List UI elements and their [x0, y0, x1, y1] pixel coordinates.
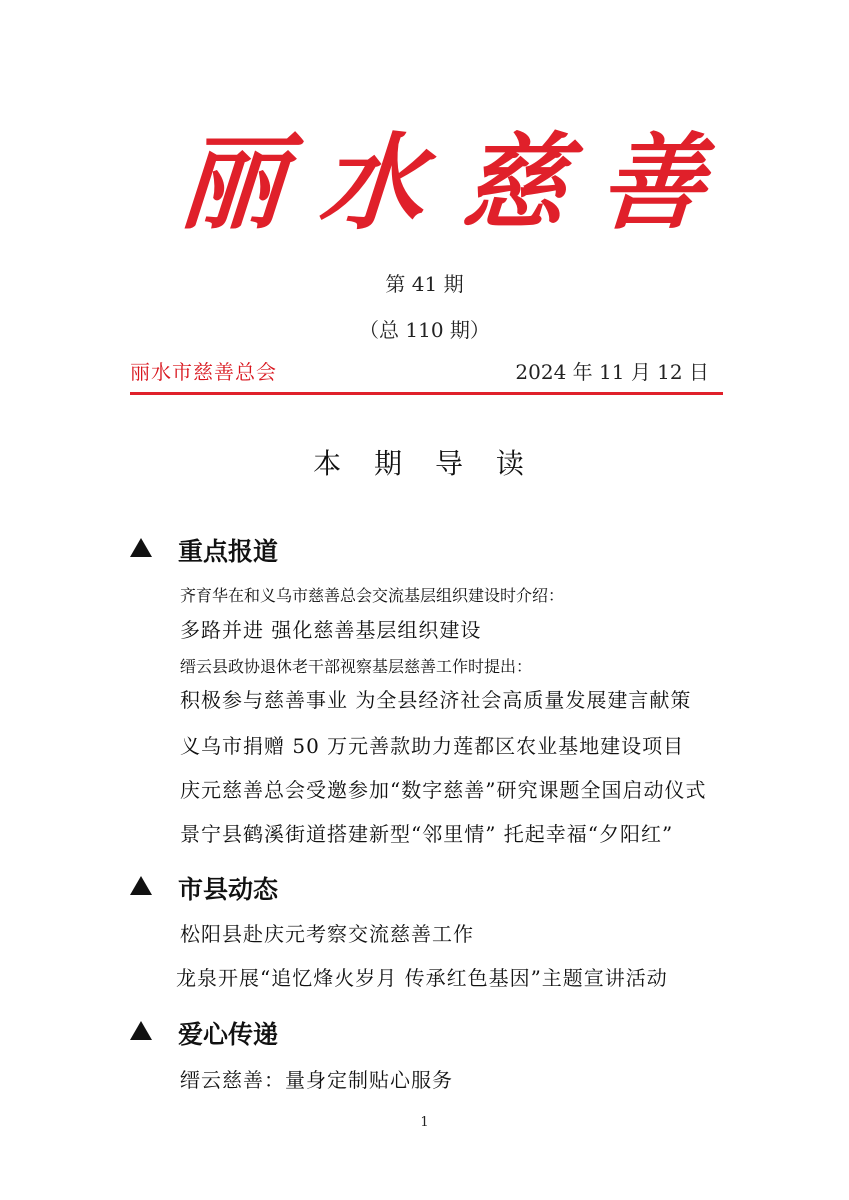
section-title: 爱心传递: [178, 1020, 279, 1049]
section-heading: [130, 532, 278, 568]
triangle-icon: [130, 538, 152, 557]
issue-number: 第 41 期: [385, 272, 464, 296]
toc-entry[interactable]: 多路并进 强化慈善基层组织建设: [180, 618, 482, 642]
entry-subtitle: 缙云县政协退休老干部视察基层慈善工作时提出：: [180, 657, 533, 676]
header-divider: [130, 392, 723, 395]
section-heading: [130, 1015, 278, 1051]
triangle-icon: [130, 1021, 152, 1040]
masthead-char: 善: [595, 121, 709, 244]
section-heading: [130, 870, 278, 906]
masthead-logo: [175, 118, 720, 248]
triangle-icon: [130, 876, 152, 895]
section-title: 重点报道: [178, 537, 279, 566]
masthead-char: 水: [315, 121, 429, 244]
toc-entry[interactable]: 松阳县赴庆元考察交流慈善工作: [180, 922, 474, 946]
publication-info: [130, 356, 723, 386]
toc-entry[interactable]: 庆元慈善总会受邀参加“数字慈善”研究课题全国启动仪式: [180, 778, 707, 802]
section-title: 市县动态: [178, 875, 279, 904]
toc-entry[interactable]: 缙云慈善：量身定制贴心服务: [180, 1068, 453, 1092]
masthead-char: 丽: [175, 121, 289, 244]
publication-date: 2024 年 11 月 12 日: [515, 360, 709, 384]
toc-entry[interactable]: 龙泉开展“追忆烽火岁月 传承红色基因”主题宣讲活动: [176, 966, 668, 990]
toc-entry[interactable]: 景宁县鹤溪街道搭建新型“邻里情” 托起幸福“夕阳红”: [180, 822, 674, 846]
toc-heading: 本 期 导 读: [313, 447, 536, 480]
page-number: 1: [420, 1115, 429, 1130]
toc-entry[interactable]: 积极参与慈善事业 为全县经济社会高质量发展建言献策: [180, 688, 692, 712]
publisher-name: 丽水市慈善总会: [130, 360, 277, 384]
masthead-char: 慈: [457, 121, 571, 244]
toc-entry[interactable]: 义乌市捐赠 50 万元善款助力莲都区农业基地建设项目: [180, 734, 685, 758]
entry-subtitle: 齐育华在和义乌市慈善总会交流基层组织建设时介绍：: [180, 586, 565, 605]
issue-total: （总 110 期）: [359, 318, 490, 342]
